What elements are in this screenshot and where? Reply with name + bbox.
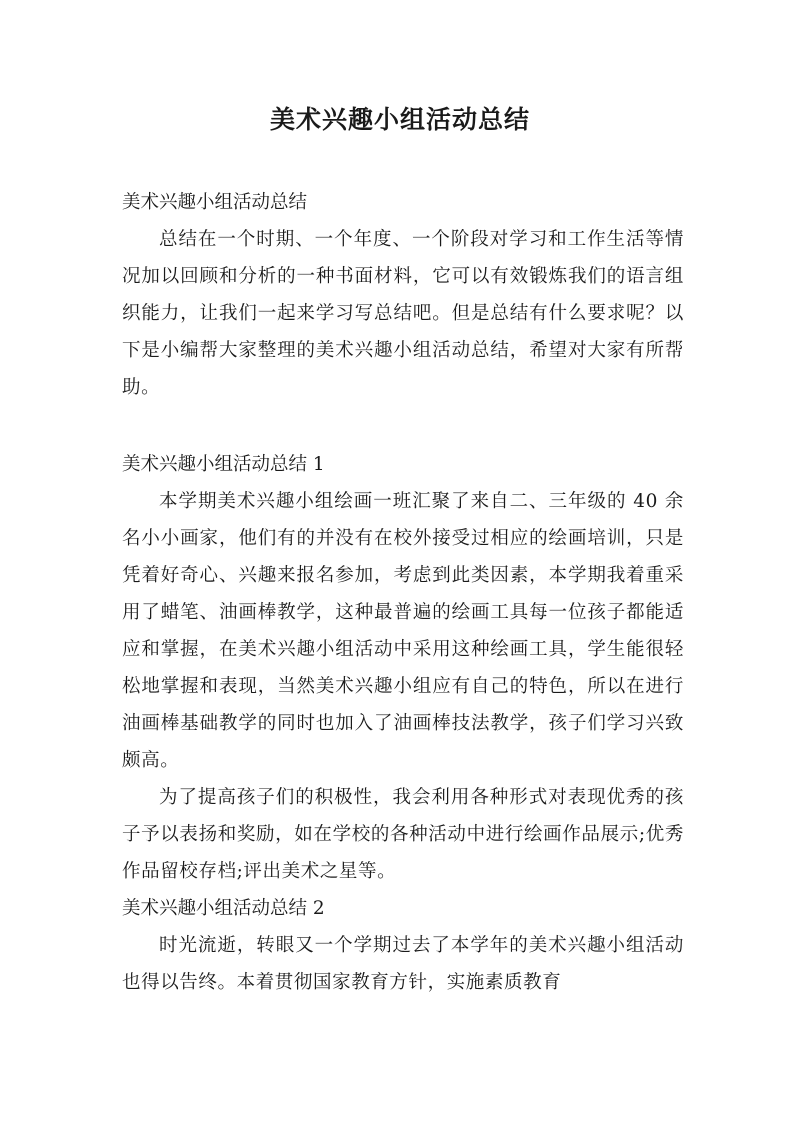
document-body	[122, 184, 684, 1001]
section-1-heading: 美术兴趣小组活动总结 1	[122, 454, 325, 475]
intro-paragraph: 总结在一个时期、一个年度、一个阶段对学习和工作生活等情况加以回顾和分析的一种书面材料，它可以有效锻炼我们的语言组织能力，让我们一起来学习写总结吧。但是总结有什么要求呢？以下是小编帮大家整理的美术兴趣小组活动总结，希望对大家有所帮助。	[122, 229, 684, 398]
section-1-paragraph-1: 本学期美术兴趣小组绘画一班汇聚了来自二、三年级的 40 余名小小画家，他们有的并没有在校外接受过相应的绘画培训，只是凭着好奇心、兴趣来报名参加，考虑到此类因素，本学期我着重采用了蜡笔、油画棒教学，这种最普遍的绘画工具每一位孩子都能适应和掌握，在美术兴趣小组活动中采用这种绘画工具，学生能很轻松地掌握和表现，当然美术兴趣小组应有自己的特色，所以在进行油画棒基础教学的同时也加入了油画棒技法教学，孩子们学习兴致颇高。	[122, 491, 684, 771]
intro-heading: 美术兴趣小组活动总结	[122, 192, 308, 213]
section-2-paragraph-1: 时光流逝，转眼又一个学期过去了本学年的美术兴趣小组活动也得以告终。本着贯彻国家教育方针，实施素质教育	[122, 935, 684, 993]
section-spacer	[122, 406, 684, 446]
section-1-paragraph-2: 为了提高孩子们的积极性，我会利用各种形式对表现优秀的孩子予以表扬和奖励，如在学校的各种活动中进行绘画作品展示;优秀作品留校存档;评出美术之星等。	[122, 787, 684, 882]
section-2-heading: 美术兴趣小组活动总结 2	[122, 898, 325, 919]
document-title: 美术兴趣小组活动总结	[269, 105, 530, 134]
